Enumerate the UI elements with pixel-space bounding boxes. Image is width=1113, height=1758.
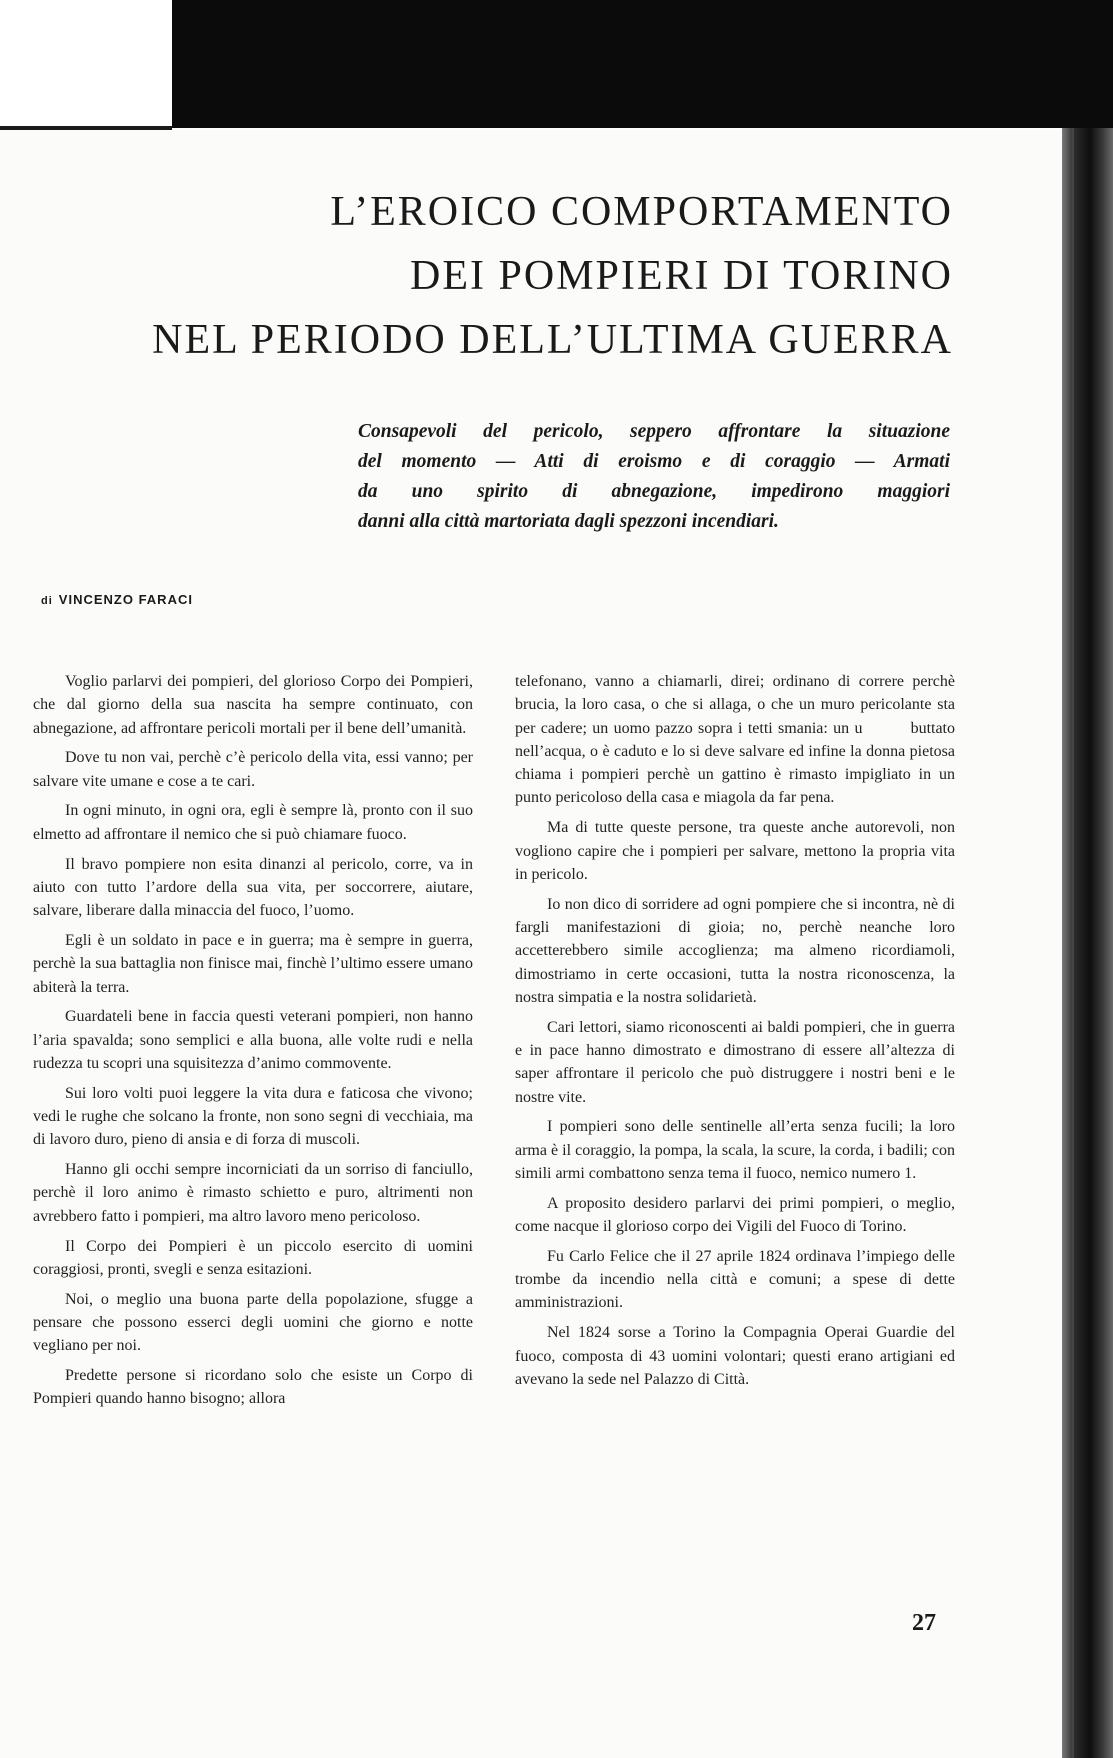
paragraph: I pompieri sono delle sentinelle all’erta senza fucili; la loro arma è il coraggio, la pompa, la scala, la scure, la corda, i badili; con simili armi combattono senza tema il fuoco, nemico numero 1. xyxy=(515,1118,955,1182)
byline xyxy=(41,592,193,607)
paragraph: Io non dico di sorridere ad ogni pompiere che si incontra, nè di fargli manifestazioni di gioia; no, perchè neanche loro accetterebbero simile accoglienza; ma almeno ricordiamoli, dimostriamo in certe occasioni, tutta la nostra riconoscenza, la nostra simpatia e la nostra solidarietà. xyxy=(515,895,955,1006)
byline-author: VINCENZO FARACI xyxy=(58,592,193,607)
paragraph: Sui loro volti puoi leggere la vita dura e faticosa che vivono; vedi le rughe che solcano la fronte, non sono segni di vecchiaia, ma di lavoro duro, pieno di ansia e di forza di muscoli. xyxy=(33,1084,473,1149)
paragraph: Cari lettori, siamo riconoscenti ai baldi pompieri, che in guerra e in pace hanno dimostrato e dimostrano di essere all’altezza di saper affrontare il pericolo che può distruggere i nostri beni e le nostre vite. xyxy=(515,1018,955,1106)
subtitle-line: danni alla città martoriata dagli spezzoni incendiari. xyxy=(358,511,779,532)
paragraph: Hanno gli occhi sempre incorniciati da un sorriso di fanciullo, perchè il loro animo è rimasto schietto e puro, altrimenti non avrebbero fatto i pompieri, ma altro lavoro meno pericoloso. xyxy=(33,1161,473,1225)
paragraph: Predette persone si ricordano solo che esiste un Corpo di Pompieri quando hanno bisogno; allora xyxy=(33,1367,473,1408)
subtitle-line: da uno spirito di abnegazione, impedirono maggiori xyxy=(358,481,950,502)
subtitle-line: del momento — Atti di eroismo e di coraggio — Armati xyxy=(358,451,950,472)
top-black-band xyxy=(172,0,1113,128)
paragraph: In ogni minuto, in ogni ora, egli è sempre là, pronto con il suo elmetto ad affrontare il nemico che si può chiamare fuoco. xyxy=(33,802,473,843)
paragraph: Guardateli bene in faccia questi veterani pompieri, non hanno l’aria spavalda; sono semplici e alla buona, alle volte rudi e nella rudezza tu scopri una squisitezza d’animo commovente. xyxy=(33,1008,473,1072)
book-spine-shadow xyxy=(1062,128,1113,1758)
paragraph: A proposito desidero parlarvi dei primi pompieri, o meglio, come nacque il glorioso corpo dei Vigili del Fuoco di Torino. xyxy=(515,1194,955,1236)
paragraph: Noi, o meglio una buona parte della popolazione, sfugge a pensare che possono esserci degli uomini che giorno e notte vegliano per noi. xyxy=(33,1290,473,1355)
paragraph: telefonano, vanno a chiamarli, direi; ordinano di correre perchè brucia, la loro casa, o che si allaga, o che un muro pericolante sta per cadere; un uomo pazzo sopra i tetti smania: un u buttato nell’acqua, o è caduto e lo si deve salvare ed infine la donna pietosa chiama i pompieri perchè un gattino è rimasto impigliato in un punto pericoloso della casa e miagola da far pena. xyxy=(515,673,955,807)
right-text-column xyxy=(515,670,955,1398)
byline-prefix: di xyxy=(41,595,53,607)
paragraph: Il bravo pompiere non esita dinanzi al pericolo, corre, va in aiuto con tutto l’ardore della sua vita, per soccorrere, aiutare, salvare, liberare dalla minaccia del fuoco, l’uomo. xyxy=(33,855,473,920)
title-line: NEL PERIODO DELL’ULTIMA GUERRA xyxy=(152,317,953,363)
title-line: L’EROICO COMPORTAMENTO xyxy=(330,189,953,235)
paragraph: Nel 1824 sorse a Torino la Compagnia Operai Guardie del fuoco, composta di 43 uomini volontari; questi erano artigiani ed avevano la sede nel Palazzo di Città. xyxy=(515,1324,955,1388)
left-text-column xyxy=(33,670,473,1417)
article-title xyxy=(53,180,953,372)
article-subtitle xyxy=(358,417,950,537)
paragraph: Voglio parlarvi dei pompieri, del glorioso Corpo dei Pompieri, che dal giorno della sua nascita ha sempre continuato, con abnegazione, ad affrontare pericoli mortali per il bene dell’umanità. xyxy=(33,673,473,737)
page-number: 27 xyxy=(912,1610,936,1636)
paragraph: Egli è un soldato in pace e in guerra; ma è sempre in guerra, perchè la sua battaglia non finisce mai, finchè l’ultimo essere umano abiterà la terra. xyxy=(33,931,473,996)
paragraph: Il Corpo dei Pompieri è un piccolo esercito di uomini coraggiosi, pronti, svegli e senza esitazioni. xyxy=(33,1237,473,1278)
paragraph: Dove tu non vai, perchè c’è pericolo della vita, essi vanno; per salvare vite umane e cose a te cari. xyxy=(33,749,473,790)
paragraph: Ma di tutte queste persone, tra queste anche autorevoli, non vogliono capire che i pompieri per salvare, mettono la propria vita in pericolo. xyxy=(515,819,955,883)
subtitle-line: Consapevoli del pericolo, seppero affrontare la situazione xyxy=(358,421,950,442)
title-line: DEI POMPIERI DI TORINO xyxy=(410,253,953,299)
spine-edge-line xyxy=(1072,128,1074,1758)
paragraph: Fu Carlo Felice che il 27 aprile 1824 ordinava l’impiego delle trombe da incendio nella città e comuni; a spese di dette amministrazioni. xyxy=(515,1247,955,1312)
